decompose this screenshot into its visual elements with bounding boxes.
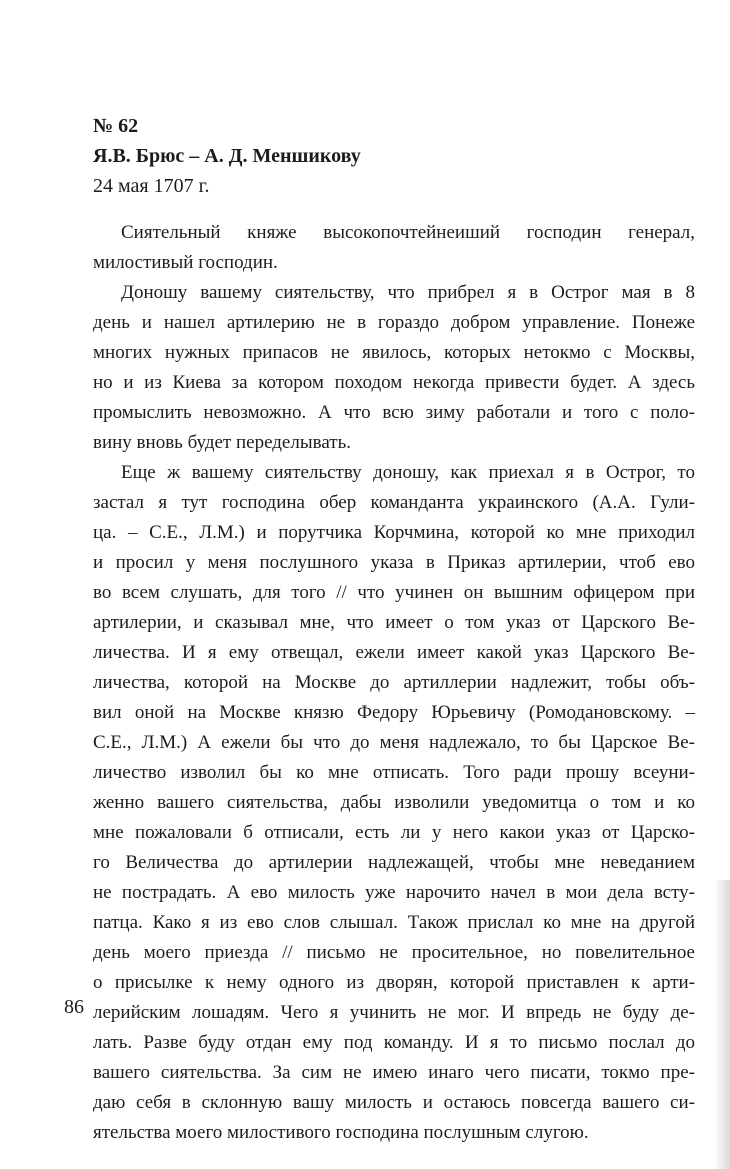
text-line: Сиятельный княже высокопочтейнеиший господин генерал, <box>121 222 695 243</box>
text-line: вил оной на Москве князю Федору Юрьевичу (Ромодановскому. – <box>93 702 695 723</box>
text-line: милостивый господин. <box>93 252 278 273</box>
text-line: не пострадать. А ево милость уже нарочито начел в мои дела всту- <box>93 882 695 903</box>
text-line: лерийским лошадям. Чего я учинить не мог. И впредь не буду де- <box>93 1002 695 1023</box>
text-line: личество изволил бы ко мне отписать. Того ради прошу всеуни- <box>93 762 695 783</box>
text-line: вашего сиятельства. За сим не имею инаго чего писати, токмо пре- <box>93 1062 695 1083</box>
page-edge-shadow <box>714 880 730 1169</box>
text-line: день и нашел артилерию не в гораздо добром управление. Понеже <box>93 312 695 333</box>
text-line: личества, которой на Москве до артиллерии надлежит, тобы объ- <box>93 672 695 693</box>
text-line: день моего приезда // письмо не просительное, но повелительное <box>93 942 695 963</box>
text-line: Доношу вашему сиятельству, что прибрел я в Острог мая в 8 <box>121 282 695 303</box>
text-line: мне пожаловали б отписали, есть ли у него какои указ от Царско- <box>93 822 695 843</box>
paragraph <box>93 278 695 458</box>
text-line: во всем слушать, для того // что учинен он вышним офицером при <box>93 582 695 603</box>
text-line: даю себя в склонную вашу милость и остаюсь повсегда вашего си- <box>93 1092 695 1113</box>
text-line: о присылке к нему одного из дворян, которой приставлен к арти- <box>93 972 695 993</box>
paragraph <box>93 218 695 278</box>
text-line: лать. Разве буду отдан ему под команду. И я то письмо послал до <box>93 1032 695 1053</box>
text-line: но и из Киева за котором походом некогда привести будет. А здесь <box>93 372 695 393</box>
text-line: С.Е., Л.М.) А ежели бы что до меня надлежало, то бы Царское Ве- <box>93 732 695 753</box>
document-header <box>93 111 653 201</box>
document-date: 24 мая 1707 г. <box>93 175 210 197</box>
text-line: вину вновь будет переделывать. <box>93 432 351 453</box>
text-line: личества. И я ему отвещал, ежели имеет какой указ Царского Ве- <box>93 642 695 663</box>
text-line: и просил у меня послушного указа в Приказ артилерии, чтоб ево <box>93 552 695 573</box>
paragraph <box>93 458 695 1148</box>
text-line: ятельства моего милостивого господина послушным слугою. <box>93 1122 589 1143</box>
letter-body <box>93 218 695 1148</box>
document-title: Я.В. Брюс – А. Д. Меншикову <box>93 145 361 167</box>
text-line: Еще ж вашему сиятельству доношу, как приехал я в Острог, то <box>121 462 695 483</box>
text-line: многих нужных припасов не явилось, которых нетокмо с Москвы, <box>93 342 695 363</box>
text-line: женно вашего сиятельства, дабы изволили уведомитца о том и ко <box>93 792 695 813</box>
text-line: промыслить невозможно. А что всю зиму работали и того с поло- <box>93 402 695 423</box>
text-line: патца. Како я из ево слов слышал. Також прислал ко мне на другой <box>93 912 695 933</box>
text-line: артилерии, и сказывал мне, что имеет о том указ от Царского Ве- <box>93 612 695 633</box>
document-number: № 62 <box>93 115 139 137</box>
text-line: го Величества до артилерии надлежащей, чтобы мне неведанием <box>93 852 695 873</box>
text-line: ца. – С.Е., Л.М.) и порутчика Корчмина, которой ко мне приходил <box>93 522 695 543</box>
text-line: застал я тут господина обер команданта украинского (А.А. Гули- <box>93 492 695 513</box>
page-number: 86 <box>64 996 84 1018</box>
